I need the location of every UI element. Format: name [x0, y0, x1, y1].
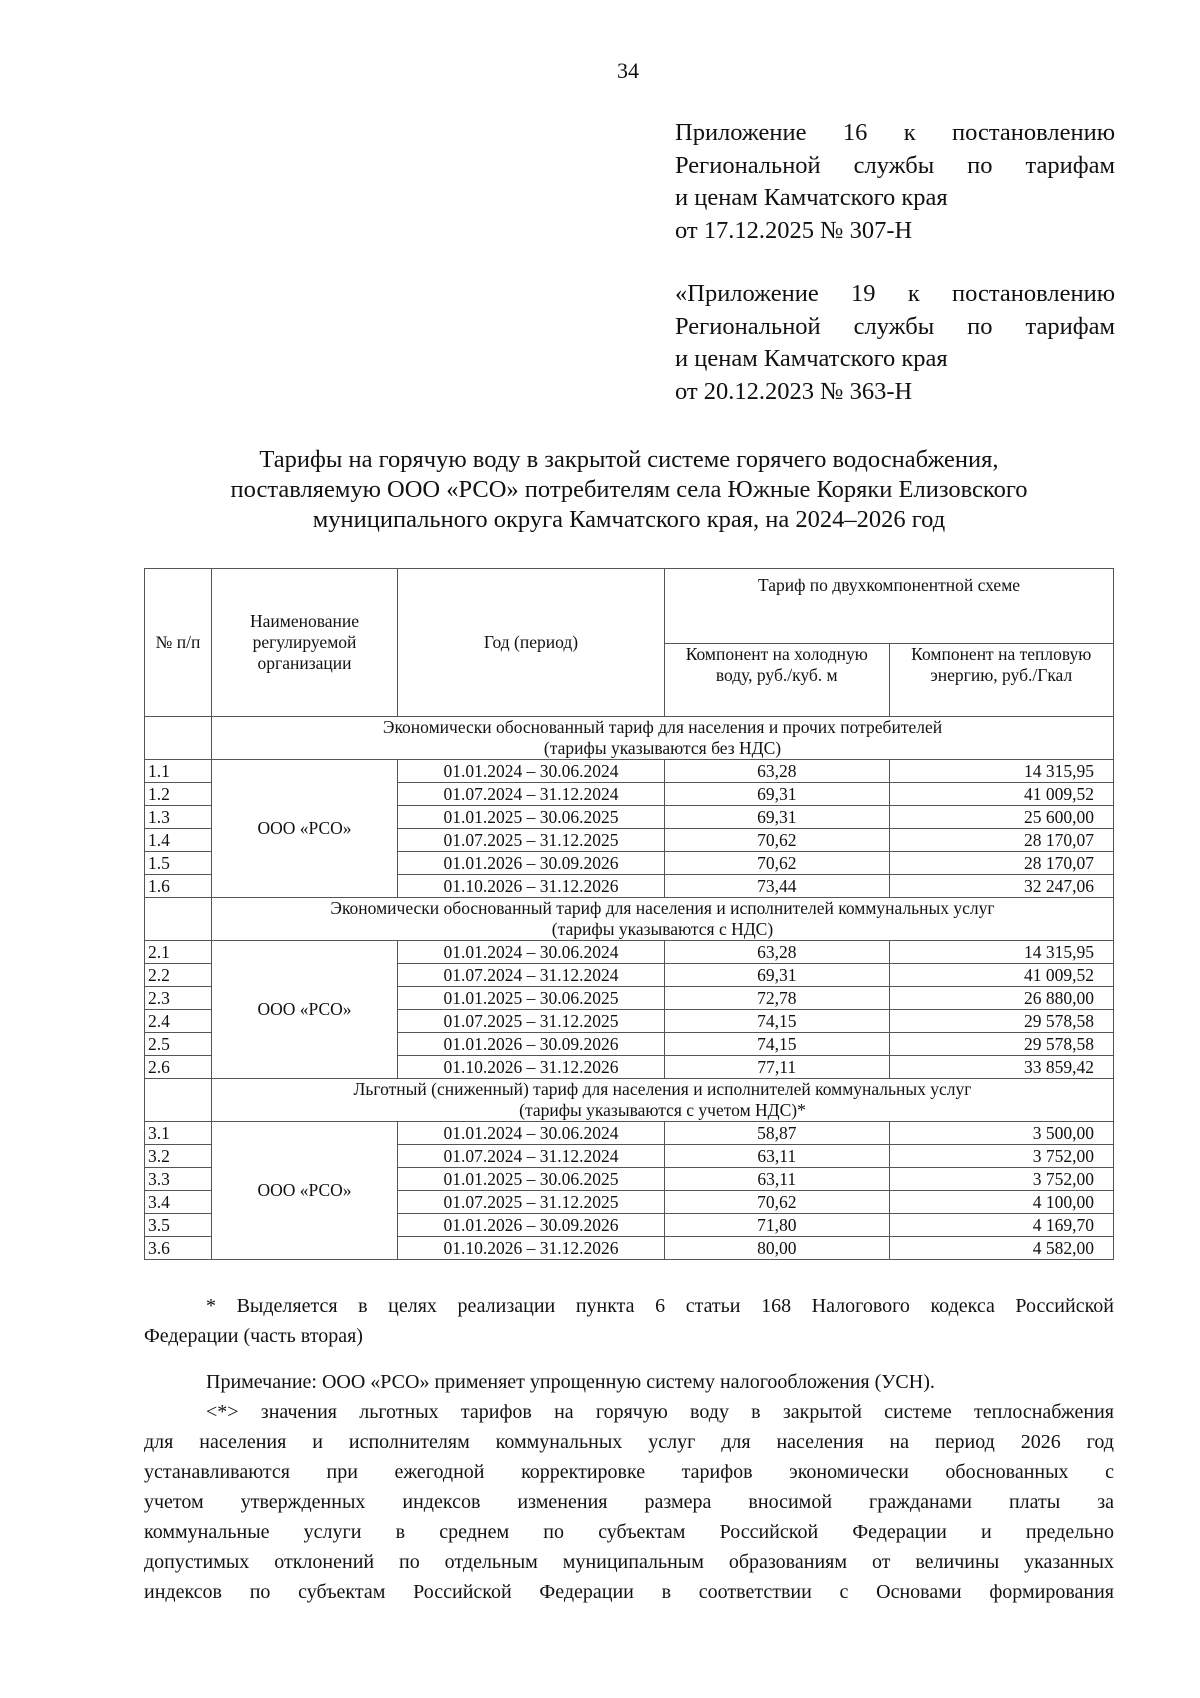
heat-energy-tariff: 28 170,07	[889, 829, 1114, 852]
cold-water-tariff: 63,11	[665, 1145, 890, 1168]
footnote	[144, 1291, 1114, 1351]
title-line: поставляемую ООО «РСО» потребителям села Южные Коряки Елизовского	[230, 476, 1028, 503]
period: 01.01.2025 – 30.06.2025	[398, 987, 665, 1010]
row-number: 2.1	[145, 941, 212, 964]
note-line: учетом утвержденных индексов изменения размера вносимой гражданами платы за	[144, 1491, 1114, 1513]
row-number: 2.6	[145, 1056, 212, 1079]
cold-water-tariff: 58,87	[665, 1122, 890, 1145]
table-row	[145, 760, 1114, 783]
heat-energy-tariff: 28 170,07	[889, 852, 1114, 875]
organization-name: ООО «РСО»	[212, 1122, 398, 1260]
row-number: 3.6	[145, 1237, 212, 1260]
footnote-line: Федерации (часть вторая)	[144, 1325, 363, 1347]
row-number: 2.3	[145, 987, 212, 1010]
note-line: Примечание: ООО «РСО» применяет упрощенную систему налогообложения (УСН).	[206, 1371, 935, 1393]
cold-water-tariff: 80,00	[665, 1237, 890, 1260]
title-line: Тарифы на горячую воду в закрытой системе горячего водоснабжения,	[259, 446, 999, 473]
cold-water-tariff: 63,11	[665, 1168, 890, 1191]
row-number: 3.2	[145, 1145, 212, 1168]
organization-name: ООО «РСО»	[212, 760, 398, 898]
appendix-line: «Приложение 19 к постановлению	[675, 280, 1115, 307]
period: 01.01.2026 – 30.09.2026	[398, 1214, 665, 1237]
cold-water-tariff: 63,28	[665, 760, 890, 783]
appendix-line: Региональной службы по тарифам	[675, 312, 1115, 340]
row-number: 2.4	[145, 1010, 212, 1033]
cold-water-tariff: 77,11	[665, 1056, 890, 1079]
appendix-reference-original	[675, 278, 1115, 408]
header-cold-water-component: Компонент на холодную воду, руб./куб. м	[665, 644, 890, 717]
heat-energy-tariff: 4 582,00	[889, 1237, 1114, 1260]
period: 01.07.2025 – 31.12.2025	[398, 1010, 665, 1033]
cold-water-tariff: 70,62	[665, 1191, 890, 1214]
footnote-line: * Выделяется в целях реализации пункта 6 статьи 168 Налогового кодекса Российской	[206, 1295, 1114, 1317]
cold-water-tariff: 72,78	[665, 987, 890, 1010]
period: 01.07.2024 – 31.12.2024	[398, 1145, 665, 1168]
organization-name: ООО «РСО»	[212, 941, 398, 1079]
cold-water-tariff: 69,31	[665, 964, 890, 987]
row-number: 2.5	[145, 1033, 212, 1056]
section-title-line: (тарифы указываются с НДС)	[551, 919, 774, 939]
heat-energy-tariff: 14 315,95	[889, 760, 1114, 783]
appendix-line: Приложение 16 к постановлению	[675, 119, 1115, 146]
cold-water-tariff: 74,15	[665, 1010, 890, 1033]
period: 01.07.2025 – 31.12.2025	[398, 829, 665, 852]
cold-water-tariff: 69,31	[665, 783, 890, 806]
row-number: 1.5	[145, 852, 212, 875]
note-line: для населения и исполнителям коммунальных услуг для населения на период 2026 год	[144, 1431, 1114, 1453]
period: 01.01.2024 – 30.06.2024	[398, 941, 665, 964]
row-number: 2.2	[145, 964, 212, 987]
period: 01.10.2026 – 31.12.2026	[398, 1237, 665, 1260]
period: 01.07.2024 – 31.12.2024	[398, 783, 665, 806]
section-title-line: Экономически обоснованный тариф для населения и исполнителей коммунальных услуг	[330, 898, 995, 918]
heat-energy-tariff: 41 009,52	[889, 964, 1114, 987]
heat-energy-tariff: 3 752,00	[889, 1145, 1114, 1168]
period: 01.01.2026 – 30.09.2026	[398, 852, 665, 875]
table-row	[145, 1122, 1114, 1145]
page-number: 34	[617, 58, 639, 83]
period: 01.10.2026 – 31.12.2026	[398, 875, 665, 898]
period: 01.01.2024 – 30.06.2024	[398, 760, 665, 783]
cold-water-tariff: 63,28	[665, 941, 890, 964]
row-number: 3.5	[145, 1214, 212, 1237]
header-heat-energy-component: Компонент на тепловую энергию, руб./Гкал	[889, 644, 1114, 717]
heat-energy-tariff: 26 880,00	[889, 987, 1114, 1010]
row-number: 1.3	[145, 806, 212, 829]
header-two-component-tariff: Тариф по двухкомпонентной схеме	[665, 569, 1114, 644]
cold-water-tariff: 74,15	[665, 1033, 890, 1056]
heat-energy-tariff: 3 500,00	[889, 1122, 1114, 1145]
row-number: 1.6	[145, 875, 212, 898]
header-organization: Наименование регулируемой организации	[212, 569, 398, 717]
heat-energy-tariff: 41 009,52	[889, 783, 1114, 806]
section-header-row	[145, 1079, 1114, 1122]
heat-energy-tariff: 29 578,58	[889, 1010, 1114, 1033]
period: 01.01.2025 – 30.06.2025	[398, 806, 665, 829]
note-line: допустимых отклонений по отдельным муниципальным образованиям от величины указанных	[144, 1551, 1114, 1573]
section-header-row	[145, 717, 1114, 760]
heat-energy-tariff: 3 752,00	[889, 1168, 1114, 1191]
heat-energy-tariff: 32 247,06	[889, 875, 1114, 898]
cold-water-tariff: 70,62	[665, 852, 890, 875]
document-title	[144, 445, 1114, 535]
section-num-cell	[145, 717, 212, 760]
cold-water-tariff: 73,44	[665, 875, 890, 898]
row-number: 3.3	[145, 1168, 212, 1191]
section-title	[212, 717, 1114, 760]
cold-water-tariff: 71,80	[665, 1214, 890, 1237]
section-num-cell	[145, 1079, 212, 1122]
header-num: № п/п	[145, 569, 212, 717]
appendix-line: от 20.12.2023 № 363-Н	[675, 377, 913, 405]
tariff-table-body	[145, 717, 1114, 1260]
section-title-line: Льготный (сниженный) тариф для населения и исполнителей коммунальных услуг	[353, 1079, 972, 1099]
cold-water-tariff: 70,62	[665, 829, 890, 852]
note-body	[144, 1397, 1114, 1607]
row-number: 1.4	[145, 829, 212, 852]
note-line: индексов по субъектам Российской Федерации в соответствии с Основами формирования	[144, 1581, 1114, 1603]
row-number: 3.4	[145, 1191, 212, 1214]
heat-energy-tariff: 33 859,42	[889, 1056, 1114, 1079]
section-title-line: (тарифы указываются без НДС)	[543, 738, 782, 758]
section-header-row	[145, 898, 1114, 941]
note-line: коммунальные услуги в среднем по субъектам Российской Федерации и предельно	[144, 1521, 1114, 1543]
section-title	[212, 1079, 1114, 1122]
table-row	[145, 941, 1114, 964]
heat-energy-tariff: 14 315,95	[889, 941, 1114, 964]
section-title-line: (тарифы указываются с учетом НДС)*	[519, 1100, 806, 1120]
heat-energy-tariff: 29 578,58	[889, 1033, 1114, 1056]
period: 01.07.2025 – 31.12.2025	[398, 1191, 665, 1214]
section-title-line: Экономически обоснованный тариф для населения и прочих потребителей	[382, 717, 943, 737]
section-num-cell	[145, 898, 212, 941]
period: 01.10.2026 – 31.12.2026	[398, 1056, 665, 1079]
tariff-table	[144, 568, 1114, 1260]
row-number: 1.2	[145, 783, 212, 806]
appendix-line: и ценам Камчатского края	[675, 345, 948, 372]
note-line: устанавливаются при ежегодной корректировке тарифов экономически обоснованных с	[144, 1461, 1114, 1483]
section-title	[212, 898, 1114, 941]
heat-energy-tariff: 25 600,00	[889, 806, 1114, 829]
heat-energy-tariff: 4 169,70	[889, 1214, 1114, 1237]
row-number: 3.1	[145, 1122, 212, 1145]
appendix-line: Региональной службы по тарифам	[675, 151, 1115, 179]
appendix-reference-current	[675, 117, 1115, 247]
title-line: муниципального округа Камчатского края, на 2024–2026 год	[312, 506, 946, 533]
appendix-line: и ценам Камчатского края	[675, 184, 948, 211]
period: 01.07.2024 – 31.12.2024	[398, 964, 665, 987]
period: 01.01.2025 – 30.06.2025	[398, 1168, 665, 1191]
appendix-line: от 17.12.2025 № 307-Н	[675, 216, 913, 244]
header-period: Год (период)	[398, 569, 665, 717]
period: 01.01.2026 – 30.09.2026	[398, 1033, 665, 1056]
heat-energy-tariff: 4 100,00	[889, 1191, 1114, 1214]
note	[144, 1367, 1114, 1607]
note-line: <*> значения льготных тарифов на горячую воду в закрытой системе теплоснабжения	[206, 1401, 1114, 1423]
row-number: 1.1	[145, 760, 212, 783]
period: 01.01.2024 – 30.06.2024	[398, 1122, 665, 1145]
cold-water-tariff: 69,31	[665, 806, 890, 829]
